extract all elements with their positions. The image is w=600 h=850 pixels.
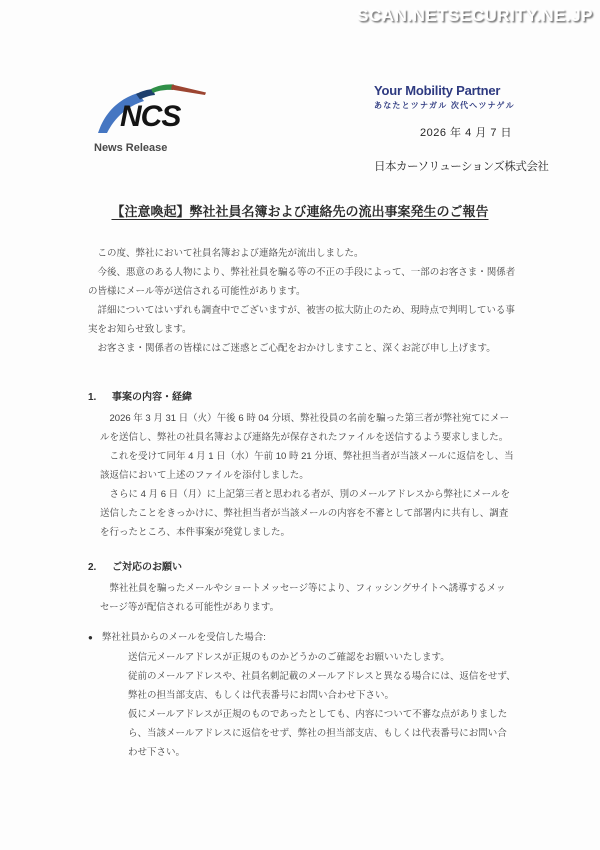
bullet-item: 仮にメールアドレスが正規のものであったとしても、内容について不審な点がありましたら、当該メールアドレスに返信をせず、弊社の担当部支店、もしくは代表番号にお問い合わせ下さい。 <box>128 709 508 758</box>
section-paragraph: これを受けて同年 4 月 1 日（水）午前 10 時 21 分頃、弊社担当者が当該メールに返信をし、当該返信において上述のファイルを添付しました。 <box>100 451 514 481</box>
bullet-advice-block <box>88 628 516 762</box>
section-body <box>100 409 515 542</box>
logo-red-line <box>171 85 206 96</box>
ncs-logo <box>92 80 210 138</box>
section-heading <box>88 388 518 407</box>
ncs-logo-graphic <box>92 80 210 138</box>
document-date: 2026 年 4 月 7 日 <box>420 127 512 139</box>
section-number: 2. <box>88 562 97 573</box>
section-paragraph: 弊社社員を騙ったメールやショートメッセージ等により、フィッシングサイトへ誘導するメッセージ等が配信される可能性があります。 <box>100 583 506 613</box>
slogan-japanese: あなたとツナガル 次代へツナゲル <box>374 101 515 110</box>
intro-paragraph: お客さま・関係者の皆様にはご迷惑とご心配をおかけしますこと、深くお詫び申し上げます。 <box>97 343 496 354</box>
section-incident-details <box>88 388 518 542</box>
section-response-request <box>88 558 518 617</box>
section-heading <box>88 558 518 577</box>
bullet-item: 送信元メールアドレスが正規のものかどうかのご確認をお願いいたします。 <box>128 652 450 663</box>
header-right-block <box>374 83 549 174</box>
bullet-label-line <box>88 628 516 647</box>
section-heading-text: 事案の内容・経緯 <box>112 392 192 403</box>
logo-green-swoosh <box>151 84 174 93</box>
company-name: 日本カーソリューションズ株式会社 <box>374 161 549 173</box>
section-number: 1. <box>88 392 97 403</box>
section-body <box>100 579 515 617</box>
news-release-label: News Release <box>94 142 168 154</box>
section-heading-text: ご対応のお願い <box>112 562 182 573</box>
section-paragraph: 2026 年 3 月 31 日（火）午後 6 時 04 分頃、弊社役員の名前を騙った第三者が弊社宛てにメールを送信し、弊社の社員名簿および連絡先が保存されたファイルを送信するよう要求しました。 <box>100 413 510 443</box>
bullet-icon: ● <box>88 633 93 642</box>
slogan-english: Your Mobility Partner <box>374 83 501 98</box>
logo-ncs-text: NCS <box>120 100 181 133</box>
bullet-label: 弊社社員からのメールを受信した場合: <box>102 632 266 643</box>
document-title: 【注意喚起】弊社社員名簿および連絡先の流出事案発生のご報告 <box>111 204 489 219</box>
intro-paragraph: この度、弊社において社員名簿および連絡先が流出しました。 <box>97 248 364 259</box>
bullet-items <box>128 648 516 762</box>
bullet-item: 従前のメールアドレスや、社員名刺記載のメールアドレスと異なる場合には、返信をせず、弊社の担当部支店、もしくは代表番号にお問い合わせ下さい。 <box>128 671 516 701</box>
site-watermark: SCAN.NETSECURITY.NE.JP <box>357 6 593 25</box>
intro-paragraphs <box>88 244 516 358</box>
intro-paragraph: 今後、悪意のある人物により、弊社社員を騙る等の不正の手段によって、一部のお客さま・関係者の皆様にメール等が送信される可能性があります。 <box>88 267 516 297</box>
section-paragraph: さらに 4 月 6 日（月）に上記第三者と思われる者が、別のメールアドレスから弊社にメールを送信したことをきっかけに、弊社担当者が当該メールの内容を不審として部署内に共有し、調査を行ったところ、本件事案が発覚しました。 <box>100 489 510 538</box>
intro-paragraph: 詳細についてはいずれも調査中でございますが、被害の拡大防止のため、現時点で判明している事実をお知らせ致します。 <box>88 305 515 335</box>
